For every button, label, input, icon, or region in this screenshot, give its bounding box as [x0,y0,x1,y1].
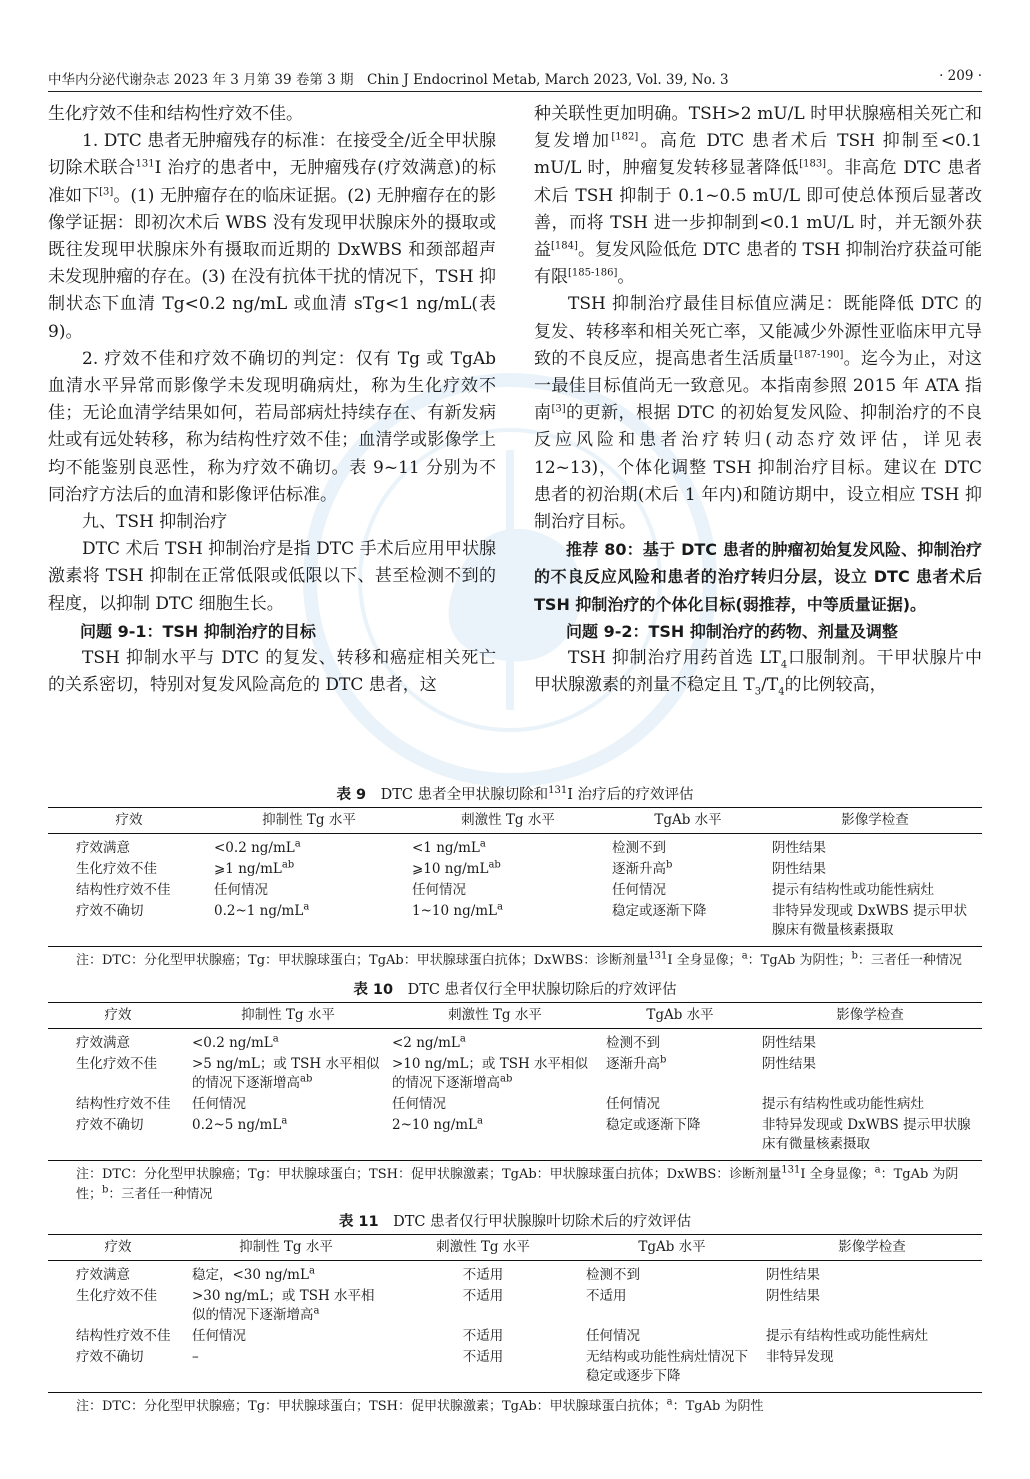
table-9 [48,807,982,947]
column-header: TgAb 水平 [638,1239,706,1255]
table-11-block [48,1210,982,1417]
column-header: 疗效 [104,1007,132,1023]
left-column [48,101,496,699]
column-header: 疗效 [115,812,143,828]
page-number: · 209 · [939,68,982,84]
table-row: 生化疗效不佳 >5 ng/mL；或 TSH 水平相似的情况下逐渐增高$^{ab}$ >10 ng/mL；或 TSH 水平相似的情况下逐渐增高$^{ab}$ 逐渐升高$^b$ 阴性结果 [76,1054,816,1091]
table-row: 生化疗效不佳 ⩾1 $ng/mL^{ab}$ ⩾10 $ng/mL^{ab}$ 逐渐升高$^b$ 阴性结果 [76,859,826,877]
table-row: 疗效满意 稳定，<30 $ng/mL^a$ 不适用 检测不到 阴性结果 [76,1265,820,1283]
table-caption: 表 9 DTC 患者全甲状腺切除和$^{131}$I 治疗后的疗效评估 [336,785,694,803]
table-row: 结构性疗效不佳 任何情况 任何情况 任何情况 提示有结构性或功能性病灶 [76,1096,924,1112]
question-heading: 问题 9-2：TSH 抑制治疗的药物、剂量及调整 [566,621,898,641]
column-header: 影像学检查 [841,812,909,828]
column-header: 疗效 [104,1239,132,1255]
journal-citation: 中华内分泌代谢杂志 2023 年 3 月第 39 卷第 3 期 Chin J Endocrinol Metab, March 2023, Vol. 39, No. 3 [48,72,729,88]
table-row: 疗效不确切 – 不适用 无结构或功能性病灶情况下稳定或逐步下降 非特异发现 [48,1347,982,1393]
table-row: 疗效满意 <0.2 $ng/mL^a$ <2 $ng/mL^a$ 检测不到 阴性结果 [76,1033,816,1051]
paragraph: 生化疗效不佳和结构性疗效不佳。 [48,104,303,124]
table-note: 注：DTC：分化型甲状腺癌；Tg：甲状腺球蛋白；TgAb：甲状腺球蛋白抗体；DxWBS：诊断剂量$^{131}$I 全身显像；$^a$：TgAb 为阴性；$^b$：三者任一种情况 [76,950,962,968]
table-row: 结构性疗效不佳 任何情况 不适用 任何情况 提示有结构性或功能性病灶 [76,1328,928,1344]
paragraph: TSH 抑制水平与 DTC 的复发、转移和癌症相关死亡的关系密切，特别对复发风险高危的 DTC 患者，这 [48,648,496,696]
recommendation-80: 推荐 80：基于 DTC 患者的肿瘤初始复发风险、抑制治疗的不良反应风险和患者的治疗转归分层，设立 DTC 患者术后 TSH 抑制治疗的个体化目标(弱推荐，中等质量证据)。 [534,540,982,614]
column-header: 抑制性 Tg 水平 [241,1007,335,1023]
table-row: 疗效满意 <0.2 $ng/mL^a$ <1 $ng/mL^a$ 检测不到 阴性结果 [76,838,826,856]
table-row: 疗效不确切 0.2~1 $ng/mL^a$ 1~10 $ng/mL^a$ 稳定或逐渐下降 非特异发现或 DxWBS 提示甲状腺床有微量核素摄取 [48,901,982,947]
paragraph: 种关联性更加明确。TSH>2 mU/L 时甲状腺癌相关死亡和复发增加[182]。高危 DTC 患者术后 TSH 抑制至<0.1 mU/L 时，肿瘤复发转移显著降低[183]。非高危 DTC 患者术后 TSH 抑制于 0.1~0.5 mU/L 即可使总体预后显著改善，而将 TSH 进一步抑制到<0.1 mU/L 时，并无额外获益[184]。复发风险低危 DTC 患者的 TSH 抑制治疗获益可能有限[185-186]。 [534,104,983,288]
column-header: 刺激性 Tg 水平 [448,1007,542,1023]
column-header: 刺激性 Tg 水平 [461,812,555,828]
paragraph: 2. 疗效不佳和疗效不确切的判定：仅有 Tg 或 TgAb 血清水平异常而影像学未发现明确病灶，称为生化疗效不佳；无论血清学结果如何，若局部病灶持续存在、有新发病灶或有远处转移，称为结构性疗效不佳；血清学或影像学上均不能鉴别良恶性，称为疗效不确切。表 9~11 分别为不同治疗方法后的血清和影像评估标准。 [48,348,496,505]
table-10 [48,1002,982,1161]
column-header: 刺激性 Tg 水平 [436,1239,530,1255]
paragraph: TSH 抑制治疗用药首选 $LT_4$口服制剂。干甲状腺片中甲状腺激素的剂量不稳定且 $T_3/T_4$的比例较高， [534,648,982,698]
paragraph: TSH 抑制治疗最佳目标值应满足：既能降低 DTC 的复发、转移率和相关死亡率，又能减少外源性亚临床甲亢导致的不良反应，提高患者生活质量[187-190]。迄今为止，对这一最佳目标值尚无一致意见。本指南参照 2015 年 ATA 指南[3]的更新，根据 DTC 的初始复发风险、抑制治疗的不良反应风险和患者治疗转归(动态疗效评估，详见表 12~13)，个体化调整 TSH 抑制治疗目标。建议在 DTC 患者的初治期(术后 1 年内)和随访期中，设立相应 TSH 抑制治疗目标。 [534,294,983,533]
table-10-block [48,978,982,1205]
table-caption: 表 11 DTC 患者仅行甲状腺腺叶切除术后的疗效评估 [338,1214,692,1230]
table-9-block [48,783,982,971]
table-note: 注：DTC：分化型甲状腺癌；Tg：甲状腺球蛋白；TSH：促甲状腺激素；TgAb：甲状腺球蛋白抗体；$^a$：TgAb 为阴性 [76,1396,764,1414]
section-heading: 九、TSH 抑制治疗 [82,512,228,533]
right-column [534,101,982,699]
column-header: 抑制性 Tg 水平 [239,1239,333,1255]
column-header: 影像学检查 [836,1007,904,1023]
table-11 [48,1234,982,1393]
table-header-row [48,1003,982,1029]
table-row: 生化疗效不佳 >30 ng/mL；或 TSH 水平相似的情况下逐渐增高$^a$ 不适用 不适用 阴性结果 [76,1288,820,1323]
column-header: 抑制性 Tg 水平 [262,812,356,828]
table-caption: 表 10 DTC 患者仅行全甲状腺切除后的疗效评估 [353,982,677,998]
running-header [48,66,982,92]
paragraph: DTC 术后 TSH 抑制治疗是指 DTC 手术后应用甲状腺激素将 TSH 抑制在正常低限或低限以下、甚至检测不到的程度，以抑制 DTC 细胞生长。 [48,539,496,614]
table-header-row [48,808,982,834]
column-header: TgAb 水平 [646,1007,714,1023]
table-row: 疗效不确切 0.2~5 $ng/mL^a$ 2~10 $ng/mL^a$ 稳定或逐渐下降 非特异发现或 DxWBS 提示甲状腺床有微量核素摄取 [48,1115,982,1161]
question-heading: 问题 9-1：TSH 抑制治疗的目标 [80,621,316,641]
table-header-row [48,1235,982,1261]
table-note: 注：DTC：分化型甲状腺癌；Tg：甲状腺球蛋白；TSH：促甲状腺激素；TgAb：甲状腺球蛋白抗体；DxWBS：诊断剂量$^{131}$I 全身显像；$^a$：TgAb 为阴性；$^b$：三者任一种情况 [76,1164,959,1202]
paragraph: 1. DTC 患者无肿瘤残存的标准：在接受全/近全甲状腺切除术联合$^{131}$I 治疗的患者中，无肿瘤残存(疗效满意)的标准如下[3]。(1) 无肿瘤存在的临床证据。(2) 无肿瘤存在的影像学证据：即初次术后 WBS 没有发现甲状腺床外的摄取或既往发现甲状腺床外有摄取而近期的 DxWBS 和颈部超声未发现肿瘤的存在。(3) 在没有抗体干扰的情况下，TSH 抑制状态下血清 Tg<0.2 ng/mL 或血清 sTg<1 ng/mL(表 9)。 [48,131,497,342]
column-header: TgAb 水平 [654,812,722,828]
column-header: 影像学检查 [838,1239,906,1255]
table-row: 结构性疗效不佳 任何情况 任何情况 任何情况 提示有结构性或功能性病灶 [76,882,934,898]
